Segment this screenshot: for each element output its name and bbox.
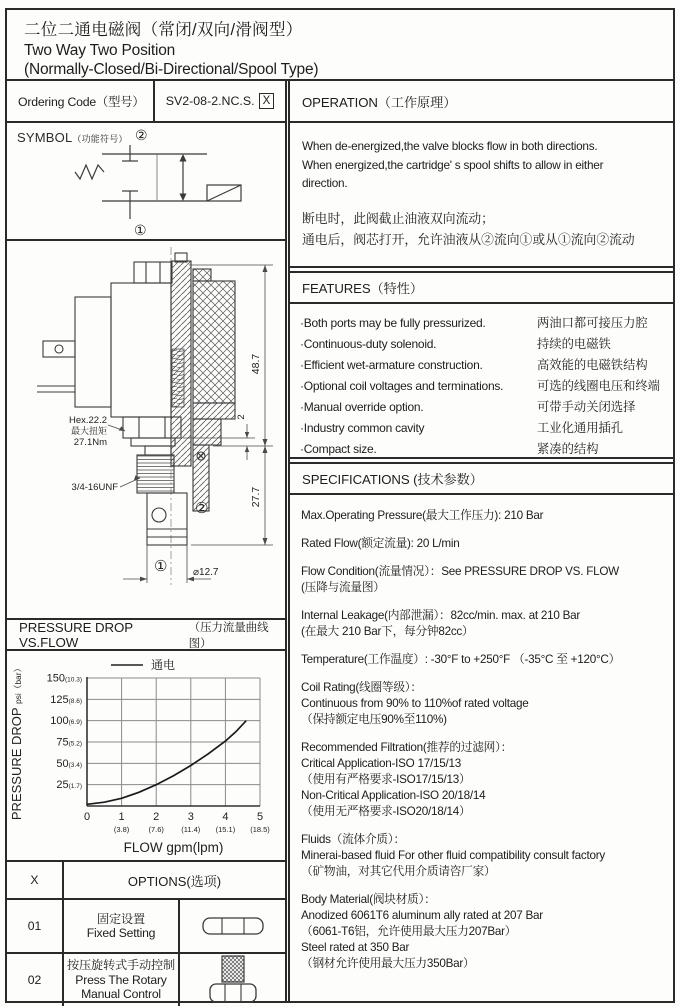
features-header: FEATURES（特性） (290, 271, 673, 304)
spec-line: Steel rated at 350 Bar (301, 941, 410, 954)
feature-en: ·Continuous-duty solenoid. (300, 337, 437, 351)
feature-en: ·Efficient wet-armature construction. (300, 358, 483, 372)
spec-line: （使用有严格要求-ISO17/15/13） (301, 773, 471, 786)
spec-line: （钢材允许使用最大压力350Bar） (301, 957, 475, 970)
feature-en: ·Compact size. (300, 442, 377, 456)
spec-item (301, 508, 671, 524)
option-02-label (64, 954, 180, 1006)
x-tick-sublabel: (7.6) (148, 825, 164, 834)
options-header-row (7, 862, 285, 900)
x-tick-label: 1 (118, 811, 125, 823)
arrow-down (180, 194, 187, 202)
spec-line: Non-Critical Application-ISO 20/18/14 (301, 789, 486, 802)
feature-zh: 可选的线圈电压和终端 (537, 379, 660, 393)
option-02-label-en1: Press The Rotary (75, 972, 167, 987)
ordering-label: Ordering Code（型号） (7, 81, 155, 121)
x-tick-sublabel: (3.8) (113, 825, 130, 834)
symbol-section (7, 123, 285, 241)
operation-en-line: When de-energized,the valve blocks flow in both directions. (302, 139, 598, 153)
x-tick-sublabel: (15.1) (215, 825, 236, 834)
y-tick-label: 125(8.6) (50, 693, 82, 706)
option-01-label-en: Fixed Setting (86, 926, 156, 940)
option-02-icon-cell (180, 954, 285, 1006)
spec-line: （矿物油，对其它代用介质请咨厂家） (301, 865, 496, 878)
feature-item (300, 439, 667, 460)
operation-text-zh (302, 208, 669, 250)
symbol-header-en: SYMBOL (17, 130, 73, 145)
feature-zh: 工业化通用插孔 (537, 421, 624, 435)
x-tick-label: 5 (256, 811, 264, 823)
legend-label: 通电 (151, 658, 176, 672)
spec-line: （6061-T6铝，允许使用最大压力207Bar） (301, 925, 517, 938)
specifications-header: SPECIFICATIONS (技术参数） (290, 462, 673, 495)
spec-item (301, 832, 671, 880)
ordering-code (155, 81, 285, 121)
options-header-label: OPTIONS(选项) (127, 873, 222, 889)
x-tick-label: 2 (153, 811, 160, 823)
operation-en-line: When energized,the cartridge' s spool shifts to allow in either (302, 157, 604, 172)
feature-en: ·Both ports may be fully pressurized. (300, 316, 486, 330)
chart-header-zh: （压力流量曲线图） (188, 621, 269, 650)
options-table (7, 862, 285, 1006)
thread-label: 3/4-16UNF (71, 482, 118, 493)
symbol-port-2: ② (135, 127, 148, 143)
spec-line: Rated Flow(额定流量): 20 L/min (301, 537, 460, 550)
operation-zh-line: 通电后，阀芯打开，允许油液从②流向①或从①流向②流动 (302, 231, 635, 247)
spec-item (301, 608, 671, 640)
x-tick-sublabel: (18.5) (250, 825, 270, 834)
y-tick-label: 50(3.4) (56, 757, 82, 770)
spec-item (301, 652, 671, 668)
feature-zh: 可带手动关闭选择 (537, 400, 636, 414)
dim-27-7: 27.7 (250, 486, 262, 508)
dim-2: 2 (236, 414, 247, 420)
spec-line: Minerai-based fluid For other fluid compatibility consult factory (301, 849, 605, 862)
option-02-label-zh: 按压旋转式手动控制 (67, 958, 175, 973)
spec-item (301, 740, 671, 820)
x-axis-label: FLOW gpm(lpm) (123, 840, 224, 855)
spec-line: Max.Operating Pressure(最大工作压力): 210 Bar (301, 509, 544, 522)
arrow-up (180, 154, 187, 162)
y-axis-label: PRESSURE DROP psi（bar） (9, 663, 24, 821)
option-01-label (64, 900, 180, 952)
title-zh: 二位二通电磁阀（常闭/双向/滑阀型） (24, 21, 303, 39)
feature-item (300, 313, 667, 334)
feature-item (300, 376, 667, 397)
title-block (7, 10, 673, 81)
y-tick-label: 150(10.3) (46, 672, 82, 685)
drawing-section (7, 241, 285, 620)
option-02-code: 02 (7, 954, 64, 1006)
knurled-knob-icon (205, 954, 261, 1006)
operation-text-en (302, 137, 669, 193)
pressure-drop-chart (7, 651, 285, 862)
chart-canvas (7, 651, 287, 862)
feature-item (300, 418, 667, 439)
dim-48-7: 48.7 (250, 353, 262, 375)
spec-line: （使用无严格要求-ISO20/18/14） (301, 805, 471, 818)
spec-item (301, 536, 671, 552)
spec-line: Continuous from 90% to 110%of rated voltage (301, 697, 529, 710)
cartridge-cross-section-drawing (7, 241, 287, 620)
feature-zh: 高效能的电磁铁结构 (537, 358, 648, 372)
right-column (288, 81, 673, 1001)
spec-line: Anodized 6061T6 aluminum ally rated at 207 Bar (301, 909, 543, 922)
hex-size-label: Hex.22.2 (68, 415, 107, 426)
options-header-x: X (7, 862, 64, 898)
option-row-02 (7, 954, 285, 1006)
feature-zh: 持续的电磁铁 (537, 337, 611, 351)
y-tick-label: 100(6.9) (50, 715, 82, 728)
spec-line: （保持额定电压90%至110%) (301, 713, 447, 726)
symbol-header (17, 130, 128, 145)
torque-value: 27.1Nm (73, 437, 107, 448)
spec-line: Critical Application-ISO 17/15/13 (301, 757, 462, 770)
title-en-2: (Normally-Closed/Bi-Directional/Spool Type) (24, 61, 319, 78)
feature-zh: 紧凑的结构 (537, 442, 599, 456)
spec-item (301, 564, 671, 596)
operation-en-line: direction. (302, 176, 348, 190)
x-tick-label: 3 (187, 811, 194, 823)
spec-line: Flow Condition(流量情况）：See PRESSURE DROP VS. FLOW (301, 565, 619, 578)
x-tick-label: 0 (83, 811, 91, 823)
spec-line: Fluids（流体介质）： (301, 833, 405, 846)
specifications-content (290, 495, 673, 1001)
option-row-01 (7, 900, 285, 954)
feature-en: ·Manual override option. (300, 400, 424, 414)
x-tick-sublabel: (11.4) (181, 825, 201, 834)
spec-item (301, 892, 671, 972)
page-frame (5, 8, 675, 1003)
option-01-icon-cell (180, 900, 285, 952)
dim-diameter: ⌀12.7 (193, 567, 219, 578)
spec-line: (在最大 210 Bar下，每分钟82cc） (301, 625, 474, 638)
option-02-label-en2: Manual Control (81, 987, 161, 1002)
y-tick-label: 75(5.2) (56, 736, 82, 749)
symbol-port-1: ① (134, 222, 147, 238)
option-01-code: 01 (7, 900, 64, 952)
ordering-row (7, 81, 287, 123)
spec-line: Temperature(工作温度）: -30°F to +250°F （-35°C 至 +120°C） (301, 653, 621, 666)
spec-line: Internal Leakage(内部泄漏）：82cc/min. max. at 210 Bar (301, 609, 581, 622)
symbol-header-zh: （功能符号） (72, 134, 128, 144)
x-tick-label: 4 (222, 811, 229, 823)
option-01-label-zh: 固定设置 (97, 911, 145, 926)
chart-header-en: PRESSURE DROP VS.FLOW (19, 619, 133, 650)
operation-zh-line: 断电时，此阀截止油液双向流动； (302, 210, 494, 226)
title-en-1: Two Way Two Position (24, 42, 176, 59)
y-tick-label: 25(1.7) (56, 779, 82, 792)
feature-item (300, 397, 667, 418)
hex-nut-icon (201, 914, 265, 938)
spec-line: (压降与流量图） (301, 581, 385, 594)
feature-item (300, 355, 667, 376)
left-column (7, 123, 287, 1001)
drawing-port-1: ① (154, 558, 168, 575)
ordering-code-suffix: X (259, 93, 275, 109)
feature-item (300, 334, 667, 355)
feature-en: ·Optional coil voltages and terminations. (300, 379, 504, 393)
operation-content (290, 123, 673, 268)
curve-energized (87, 721, 246, 805)
spec-line: Recommended Filtration(推荐的过滤网）： (301, 741, 513, 754)
operation-header: OPERATION（工作原理） (290, 81, 673, 123)
chart-section-header (7, 620, 285, 651)
feature-zh: 两油口都可接压力腔 (537, 316, 648, 330)
spec-item (301, 680, 671, 728)
drawing-port-2: ② (195, 500, 209, 517)
feature-en: ·Industry common cavity (300, 421, 425, 435)
ordering-code-value: SV2-08-2.NC.S. (165, 94, 255, 108)
spec-line: Coil Rating(线圈等级）： (301, 681, 422, 694)
spec-line: Body Material(阀块材质）： (301, 893, 436, 906)
torque-label: 最大扭矩 (70, 426, 107, 436)
features-content (290, 304, 673, 459)
